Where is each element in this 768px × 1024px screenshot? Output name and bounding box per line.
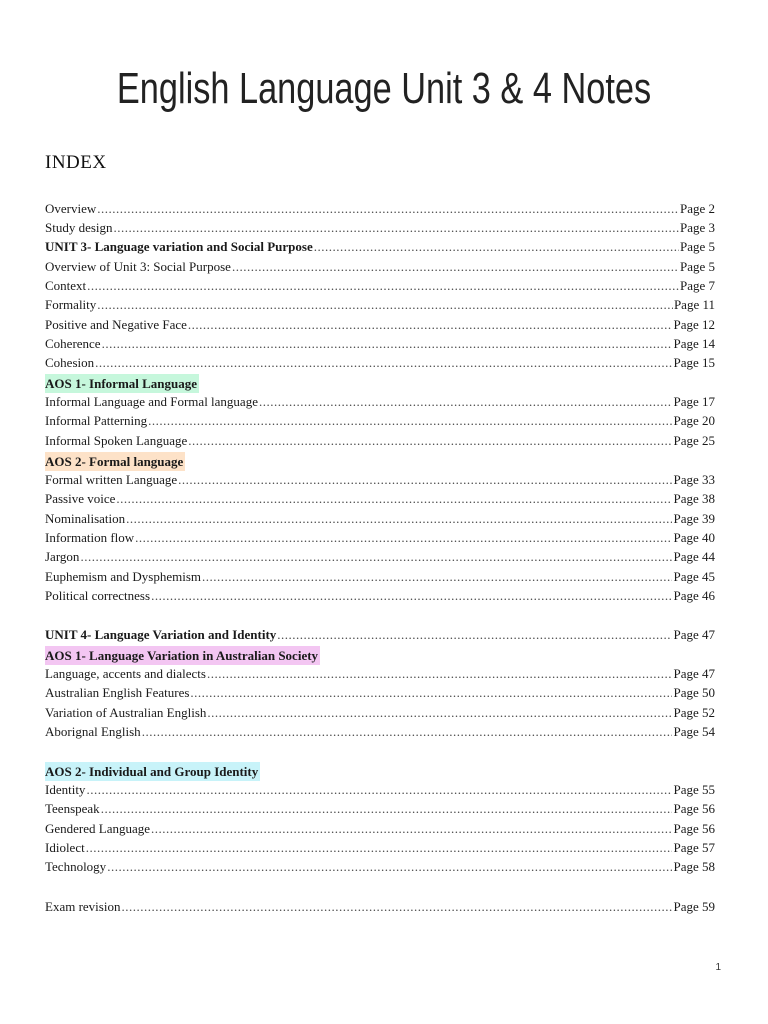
toc-entry [45,278,715,297]
dot-leader [277,627,672,643]
dot-leader [121,899,672,915]
dot-leader [151,821,672,837]
toc-entry [45,413,715,432]
toc-entry-page: Page 39 [673,511,715,526]
toc-entry-label: Context [45,278,87,293]
toc-entry-label: Identity [45,782,86,797]
toc-entry-label: Gendered Language [45,821,151,836]
index-heading: INDEX [45,152,107,173]
toc-entry [45,569,715,588]
toc-entry-page: Page 5 [679,259,715,274]
toc-entry-page: Page 7 [679,278,715,293]
footer-page-number: 1 [715,962,721,973]
toc-entry [45,801,715,820]
toc-entry-label: Information flow [45,530,135,545]
toc-entry-page: Page 2 [679,201,715,216]
toc-entry-page: Page 15 [673,355,715,370]
toc-entry-page: Page 57 [673,840,715,855]
toc-entry-label: Variation of Australian English [45,705,207,720]
toc-entry-label: Overview of Unit 3: Social Purpose [45,259,231,274]
toc-entry-page: Page 50 [673,685,715,700]
toc-entry-label: Nominalisation [45,511,126,526]
dot-leader [101,801,673,817]
dot-leader [97,297,673,313]
toc-entry-label: Formality [45,297,97,312]
toc-entry-label: Informal Patterning [45,413,148,428]
toc-entry [45,705,715,724]
dot-leader [188,433,672,449]
toc-entry [45,491,715,510]
dot-leader [97,201,679,217]
dot-leader [314,239,679,255]
toc-entry [45,433,715,452]
section-heading-aos1-australian: AOS 1- Language Variation in Australian Society [45,648,319,663]
toc-entry [45,259,715,278]
dot-leader [188,317,673,333]
dot-leader [232,259,679,275]
dot-leader [151,588,672,604]
document-title: English Language Unit 3 & 4 Notes [116,64,652,113]
toc-unit-heading [45,627,715,646]
toc-entry-label: Australian English Features [45,685,190,700]
toc-entry [45,840,715,859]
toc-entry-page: Page 12 [673,317,715,332]
dot-leader [80,549,672,565]
toc-entry [45,859,715,878]
dot-leader [207,705,672,721]
toc-entry-label: Idiolect [45,840,85,855]
dot-leader [116,491,672,507]
dot-leader [207,666,672,682]
toc-entry-page: Page 38 [673,491,715,506]
toc-entry [45,317,715,336]
toc-entry-label: Teenspeak [45,801,100,816]
toc-entry-page: Page 14 [673,336,715,351]
toc-entry-page: Page 40 [673,530,715,545]
toc-entry [45,472,715,491]
section-heading-aos2-formal: AOS 2- Formal language [45,454,184,469]
toc-entry-label: Passive voice [45,491,116,506]
toc-entry-label: UNIT 4- Language Variation and Identity [45,627,277,642]
toc-entry-page: Page 52 [673,705,715,720]
dot-leader [135,530,672,546]
toc-entry [45,821,715,840]
section-heading-aos2-identity: AOS 2- Individual and Group Identity [45,764,259,779]
toc-entry-page: Page 17 [673,394,715,409]
toc-entry-page: Page 59 [673,899,715,914]
toc-entry-label: Positive and Negative Face [45,317,187,332]
toc-entry [45,220,715,239]
toc-entry [45,394,715,413]
toc-entry-page: Page 5 [679,239,715,254]
toc-entry-label: Informal Spoken Language [45,433,188,448]
toc-entry-label: Jargon [45,549,80,564]
toc-entry [45,201,715,220]
dot-leader [259,394,672,410]
toc-entry-page: Page 20 [673,413,715,428]
toc-entry-label: Overview [45,201,97,216]
toc-entry [45,666,715,685]
toc-entry [45,549,715,568]
toc-entry-label: Euphemism and Dysphemism [45,569,201,584]
dot-leader [87,278,679,294]
toc-entry-page: Page 54 [673,724,715,739]
dot-leader [95,355,672,371]
toc-entry-page: Page 55 [673,782,715,797]
dot-leader [86,782,672,798]
toc-entry-page: Page 47 [673,627,715,642]
dot-leader [142,724,673,740]
toc-entry-page: Page 33 [673,472,715,487]
toc-entry-page: Page 44 [673,549,715,564]
toc-entry-label: Aborignal English [45,724,141,739]
toc-entry [45,336,715,355]
dot-leader [178,472,672,488]
toc-entry [45,685,715,704]
toc-entry-label: Language, accents and dialects [45,666,206,681]
toc-entry-label: Coherence [45,336,101,351]
toc-entry [45,782,715,801]
toc-entry-label: Study design [45,220,113,235]
toc-entry-page: Page 25 [673,433,715,448]
dot-leader [86,840,673,856]
toc-entry-label: Informal Language and Formal language [45,394,258,409]
toc-entry-page: Page 56 [673,821,715,836]
dot-leader [114,220,679,236]
toc-entry-label: Political correctness [45,588,151,603]
toc-unit-heading [45,239,715,258]
toc-entry-page: Page 56 [673,801,715,816]
section-heading-aos1-informal: AOS 1- Informal Language [45,376,198,391]
dot-leader [102,336,673,352]
toc-entry-label: Exam revision [45,899,121,914]
dot-leader [148,413,672,429]
dot-leader [126,511,672,527]
toc-entry [45,511,715,530]
toc-entry [45,297,715,316]
dot-leader [107,859,672,875]
dot-leader [190,685,672,701]
dot-leader [202,569,672,585]
toc-entry [45,588,715,607]
toc-entry-page: Page 45 [673,569,715,584]
toc-entry [45,899,715,918]
toc-entry [45,355,715,374]
toc-entry-page: Page 11 [673,297,715,312]
toc-entry-page: Page 46 [673,588,715,603]
toc-entry [45,530,715,549]
toc-entry-label: UNIT 3- Language variation and Social Purpose [45,239,313,254]
toc-entry [45,724,715,743]
toc-entry-page: Page 58 [673,859,715,874]
toc-entry-label: Cohesion [45,355,95,370]
toc-entry-page: Page 47 [673,666,715,681]
toc-entry-label: Technology [45,859,107,874]
toc-entry-page: Page 3 [679,220,715,235]
toc-entry-label: Formal written Language [45,472,178,487]
